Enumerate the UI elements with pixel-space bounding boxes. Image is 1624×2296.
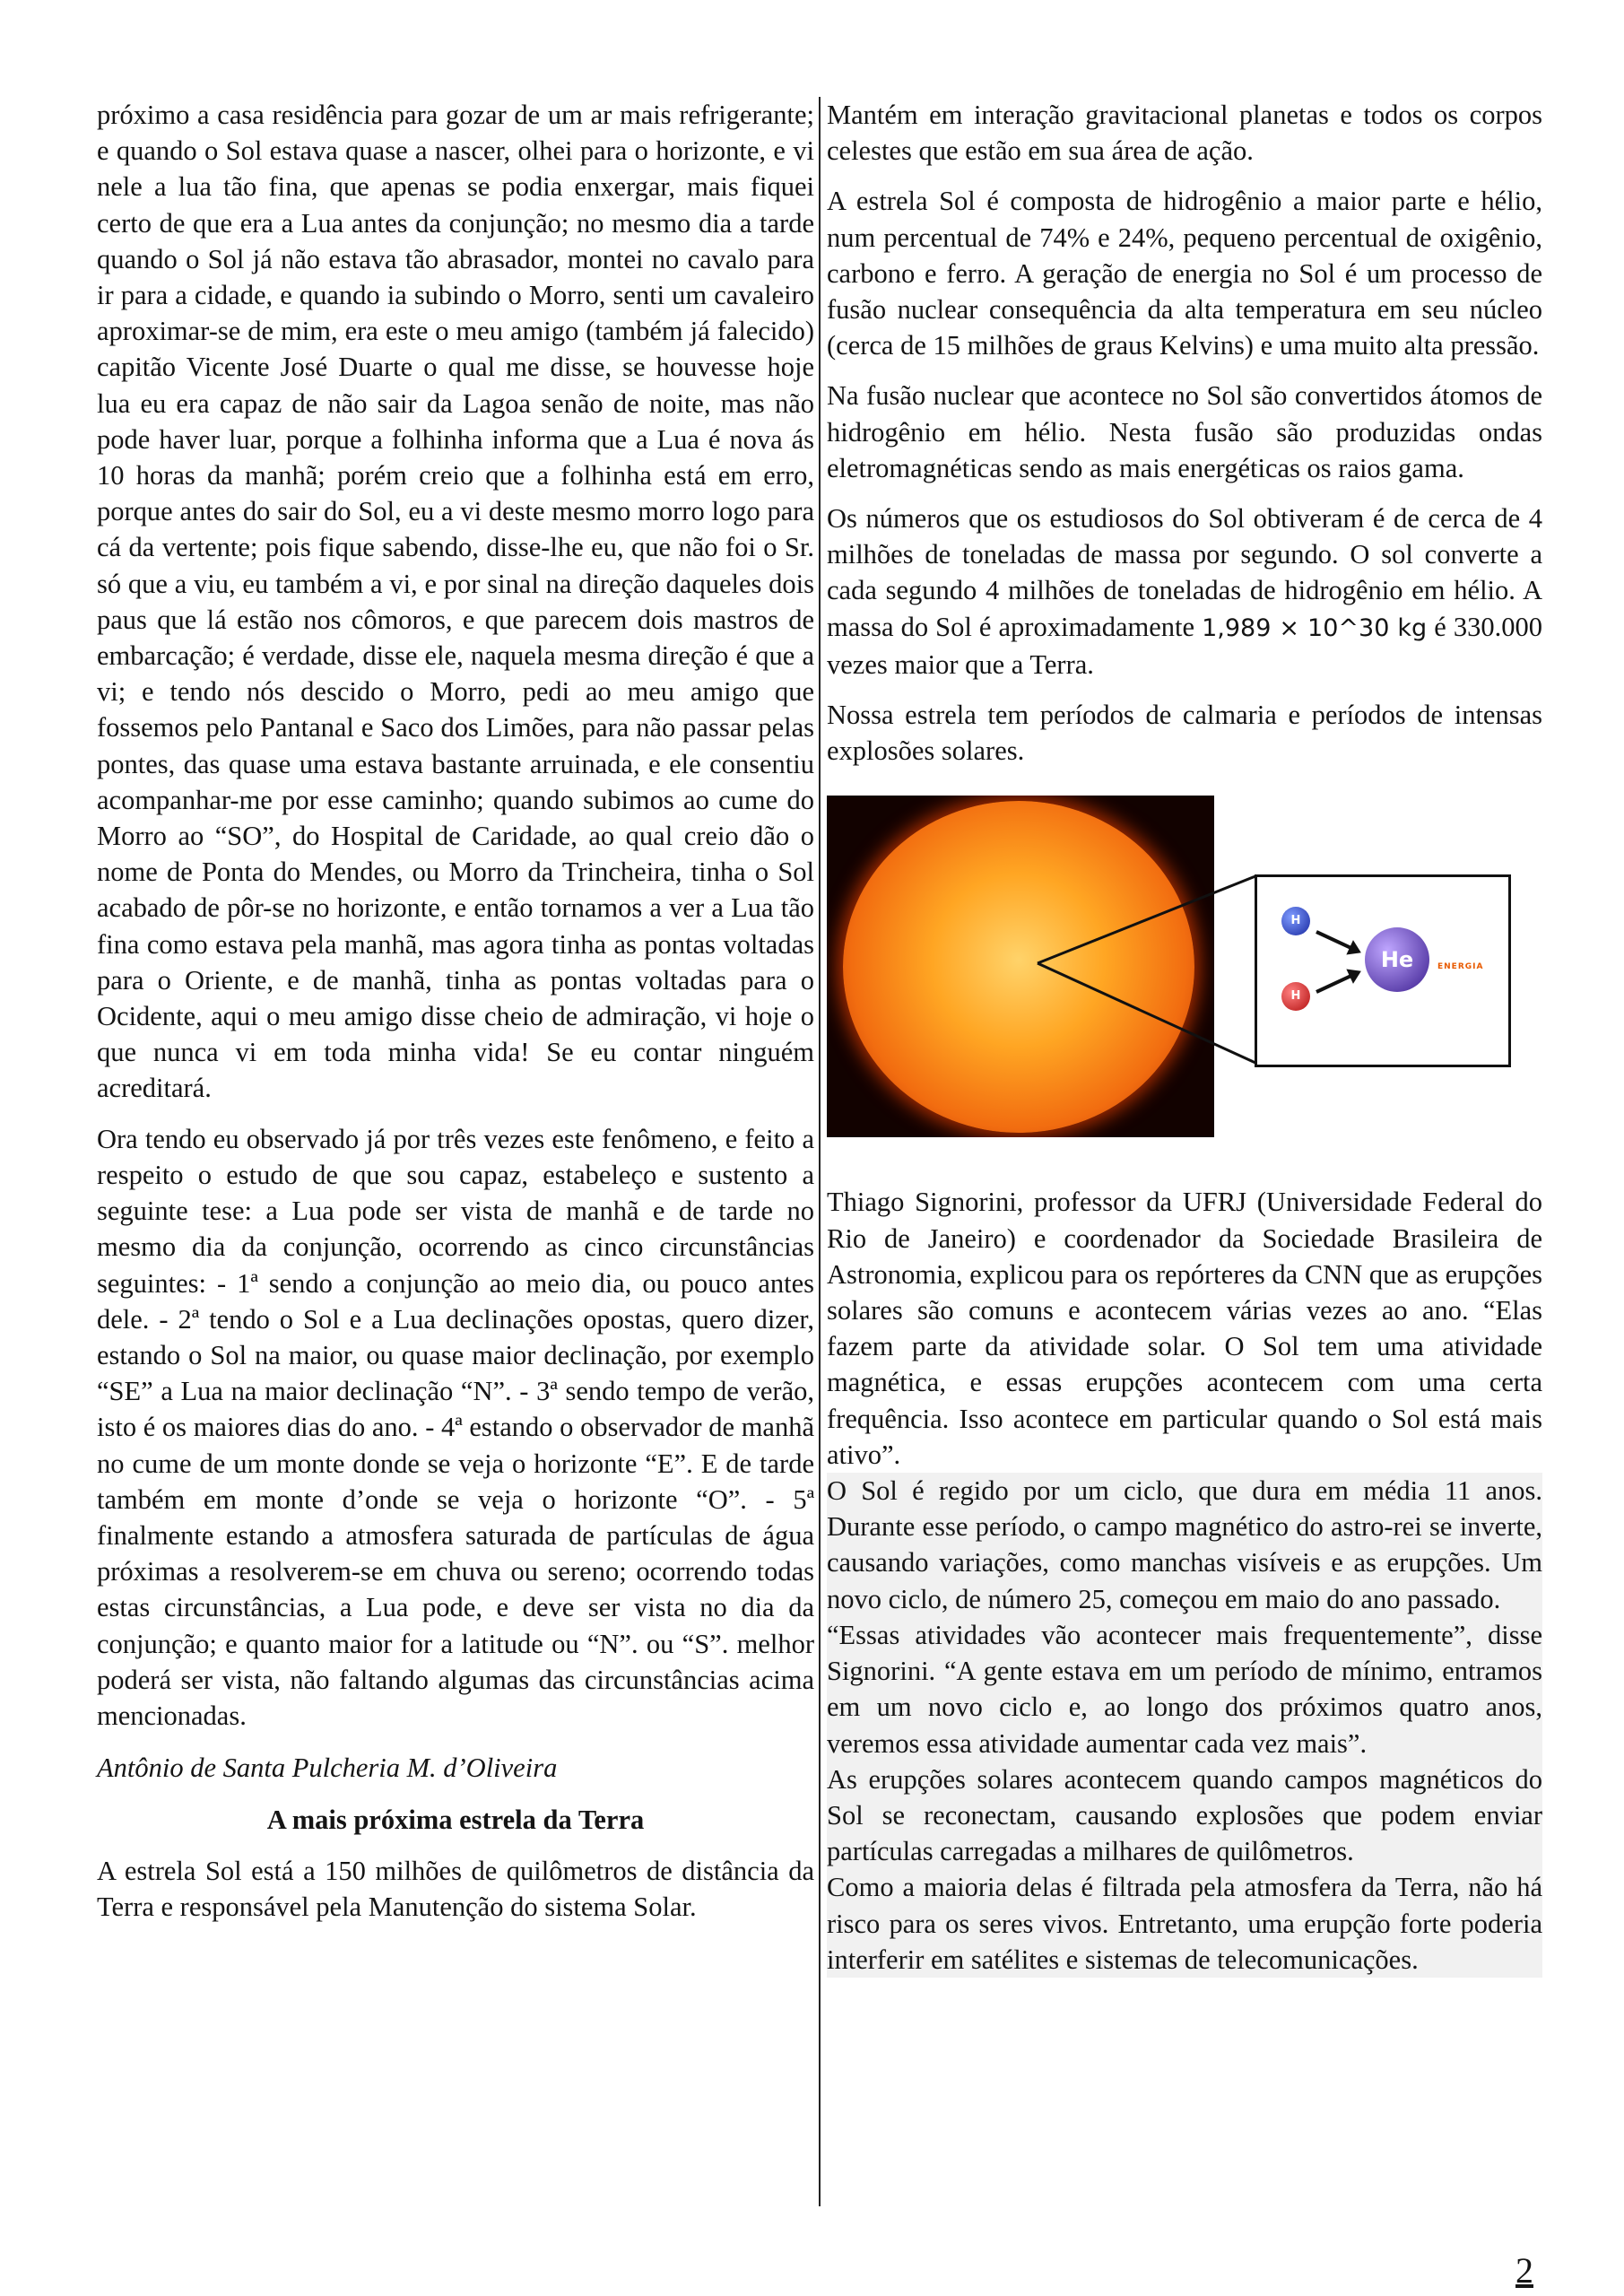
left-paragraph-3: A estrela Sol está a 150 milhões de quilômetros de distância da Terra e responsável pela Manutenção do sistema Solar. xyxy=(97,1855,814,1922)
sun-fusion-figure xyxy=(827,796,1513,1137)
right-paragraph-9: As erupções solares acontecem quando campos magnéticos do Sol se reconectam, causando explosões que podem enviar partículas carregadas a milhares de quilômetros. xyxy=(827,1763,1542,1867)
left-paragraph-1: próximo a casa residência para gozar de um ar mais refrigerante; e quando o Sol estava quase a nascer, olhei para o horizonte, e vi nele a lua tão fina, que apenas se podia enxergar, mais fiquei certo de que era a Lua antes da conjunção; no mesmo dia a tarde quando o Sol já não estava tão abrasador, montei no cavalo para ir para a cidade, e quando ia subindo o Morro, senti um cavaleiro aproximar-se de mim, era este o meu amigo (também já falecido) capitão Vicente José Duarte o qual me disse, se houvesse hoje lua eu era capaz de não sair da Lagoa senão de noite, mas não pode haver luar, porque a folhinha informa que a Lua é nova ás 10 horas da manhã; porém creio que a folhinha está em erro, porque antes do sair do Sol, eu a vi deste mesmo morro logo para cá da vertente; pois fique sabendo, disse-lhe eu, que não foi o Sr. só que a viu, eu também a vi, e por sinal na direção daqueles dois paus que lá estão nos cômoros, e que parecem dois mastros de embarcação; é verdade, disse ele, naquela mesma direção é que a vi; e tendo nós descido o Morro, pedi ao meu amigo que fossemos pelo Pantanal e Saco dos Limões, para não passar pelas pontes, das quase uma estava bastante arruinada, e ele consentiu acompanhar-me por esse caminho; quando subimos ao cume do Morro ao “SO”, do Hospital de Caridade, ao qual creio dão o nome de Ponta do Mendes, ou Morro da Trincheira, tinha o Sol acabado de pôr-se no horizonte, e então tornamos a ver a Lua tão fina como estava pela manhã, mas agora tinha as pontas voltadas para o Oriente, e de manhã, tinha as pontas voltadas para o Ocidente, aqui o meu amigo disse cheio de admiração, vi hoje o que nunca vi em toda minha vida! Se eu contar ninguém acreditará. xyxy=(97,100,814,1104)
right-paragraph-5: Nossa estrela tem períodos de calmaria e períodos de intensas explosões solares. xyxy=(827,700,1542,767)
mass-text-after: é 330.000 vezes maior que a Terra. xyxy=(827,611,1542,680)
right-paragraph-7: O Sol é regido por um ciclo, que dura em média 11 anos. Durante esse período, o campo magnético do astro-rei se inverte, causando variações, como manchas visíveis e as erupções. Um novo ciclo, de número 25, começou em maio do ano passado. xyxy=(827,1475,1542,1614)
right-paragraph-8: “Essas atividades vão acontecer mais frequentemente”, disse Signorini. “A gente estava em um período de mínimo, entramos em um novo ciclo e, ao longo dos próximos quatro anos, veremos essa atividade aumentar cada vez mais”. xyxy=(827,1619,1542,1759)
hydrogen-atom-1: H xyxy=(1281,907,1310,935)
author-signature: Antônio de Santa Pulcheria M. d’Oliveira xyxy=(97,1752,558,1784)
helium-atom: He xyxy=(1365,927,1429,992)
right-paragraph-10: Como a maioria delas é filtrada pela atmosfera da Terra, não há risco para os seres vivos. Entretanto, uma erupção forte poderia interferir em satélites e sistemas de telecomunicações. xyxy=(827,1872,1542,1975)
energy-label: ENERGIA xyxy=(1437,962,1484,972)
arrow-icon xyxy=(1316,931,1359,954)
left-paragraph-2: Ora tendo eu observado já por três vezes este fenômeno, e feito a respeito o estudo de que sou capaz, estabeleço e sustento a seguinte tese: a Lua pode ser vista de manhã e de tarde no mesmo dia da conjunção, ocorrendo as cinco circunstâncias seguintes: - 1ª sendo a conjunção ao meio dia, ou pouco antes dele. - 2ª tendo o Sol e a Lua declinações opostas, quero dizer, estando o Sol na maior, ou quase maior declinação, por exemplo “SE” a Lua na maior declinação “N”. - 3ª sendo tempo de verão, isto é os maiores dias do ano. - 4ª estando o observador de manhã no cume de um monte donde se veja o horizonte “E”. E de tarde também em monte d’onde se veja o horizonte “O”. - 5ª finalmente estando a atmosfera saturada de partículas de água próximas a resolverem-se em chuva ou sereno; ocorrendo todas estas circunstâncias, a Lua pode, e deve ser vista no dia da conjunção; e quanto maior for a latitude ou “N”. ou “S”. melhor poderá ser vista, não faltando algumas das circunstâncias acima mencionadas. xyxy=(97,1123,814,1731)
right-paragraph-2: A estrela Sol é composta de hidrogênio a maior parte e hélio, num percentual de 74% e 24%, pequeno percentual de oxigênio, carbono e ferro. A geração de energia no Sol é um processo de fusão nuclear consequência da alta temperatura em seu núcleo (cerca de 15 milhões de graus Kelvins) e uma muito alta pressão. xyxy=(827,186,1542,361)
fusion-diagram xyxy=(1255,874,1511,1067)
gray-box xyxy=(827,1473,1542,1978)
right-paragraph-1: Mantém em interação gravitacional planetas e todos os corpos celestes que estão em sua área de ação. xyxy=(827,100,1542,167)
right-paragraph-3: Na fusão nuclear que acontece no Sol são convertidos átomos de hidrogênio em hélio. Nesta fusão são produzidas ondas eletromagnéticas sendo as mais energéticas os raios gama. xyxy=(827,380,1542,483)
right-column xyxy=(827,97,1542,1978)
left-column xyxy=(97,97,814,1925)
right-paragraph-4 xyxy=(827,500,1542,683)
article-heading: A mais próxima estrela da Terra xyxy=(266,1805,645,1836)
arrow-icon xyxy=(1316,971,1359,995)
mass-text-before: Os números que os estudiosos do Sol obtiveram é de cerca de 4 milhões de toneladas de massa por segundo. O sol converte a cada segundo 4 milhões de toneladas de hidrogênio em hélio. A massa do Sol é aproximadamente xyxy=(827,503,1542,642)
page-number: 2 xyxy=(1515,2250,1533,2291)
column-divider xyxy=(819,97,821,2206)
right-paragraph-6: Thiago Signorini, professor da UFRJ (Universidade Federal do Rio de Janeiro) e coordenador da Sociedade Brasileira de Astronomia, explicou para os repórteres da CNN que as erupções solares são comuns e acontecem várias vezes ao ano. “Elas fazem parte da atividade solar. O Sol tem uma atividade magnética, e essas erupções acontecem com uma certa frequência. Isso acontece em particular quando o Sol está mais ativo”. xyxy=(827,1187,1542,1470)
hydrogen-atom-2: H xyxy=(1281,982,1310,1011)
sun-mass-value: 1,989 × 10^30 kg xyxy=(1202,613,1428,642)
